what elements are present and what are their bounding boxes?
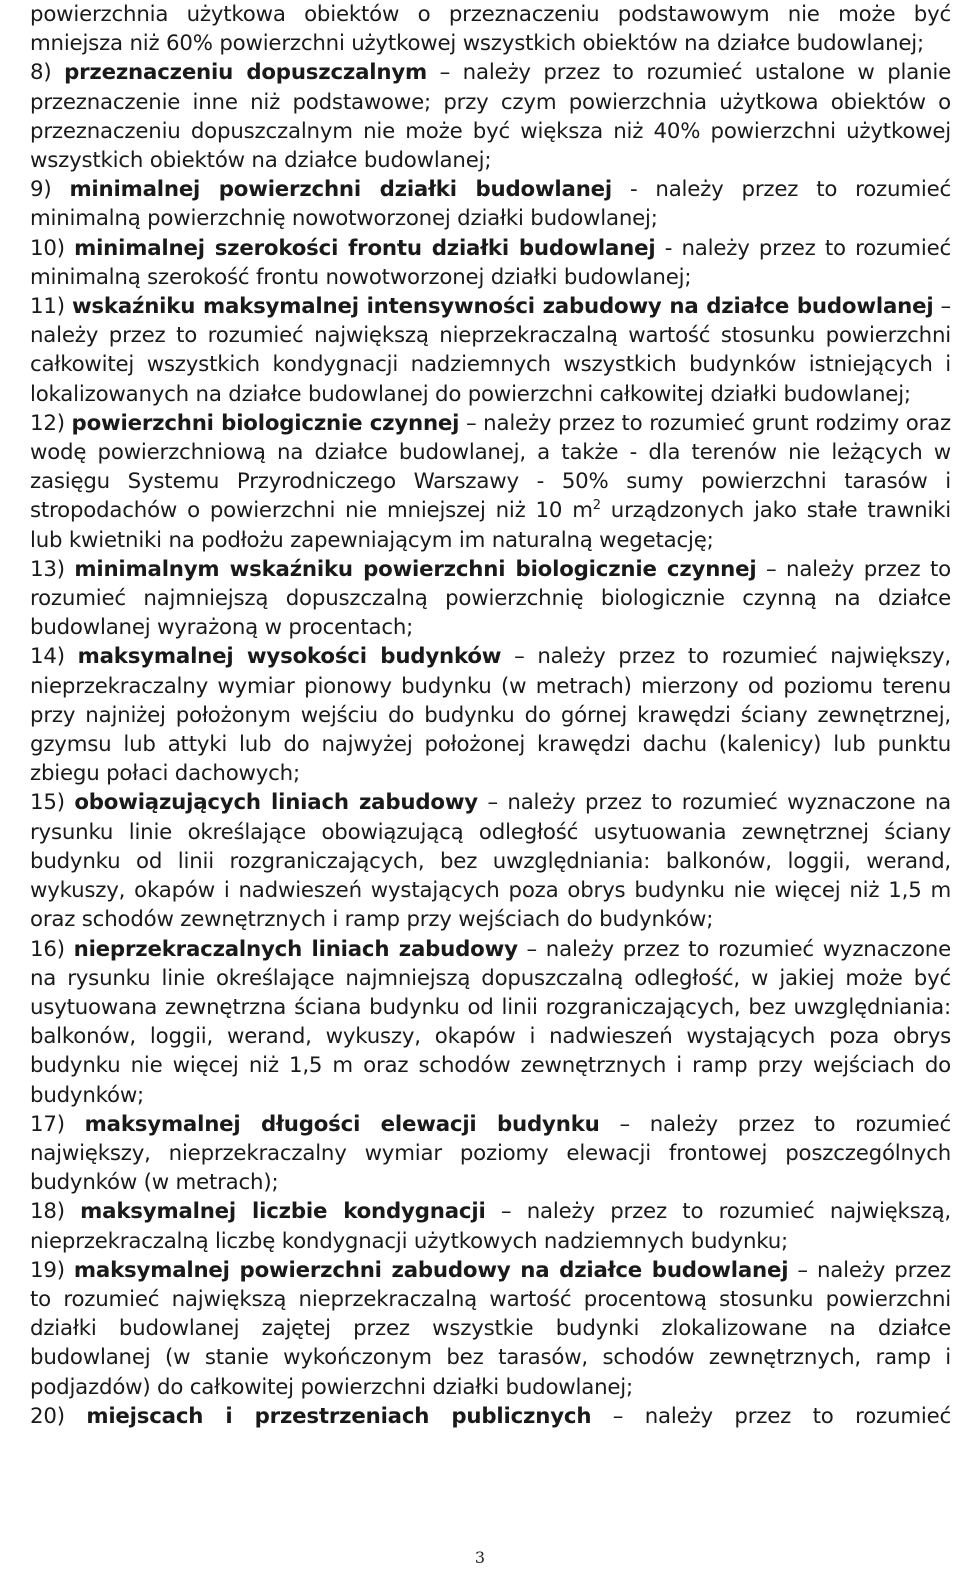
item-term: maksymalnej liczbie kondygnacji [80, 1199, 486, 1225]
superscript: 2 [592, 498, 601, 514]
item-definition-continued: urządzonych jako stałe trawniki lub kwietniki na podłożu zapewniającym im naturalną wegetację; [30, 498, 951, 553]
item-term: maksymalnej długości elewacji budynku [84, 1111, 600, 1137]
list-item [30, 234, 951, 292]
item-number: 19) [30, 1257, 65, 1283]
definitions-list [30, 0, 951, 1431]
list-item [30, 1402, 951, 1431]
item-term: miejscach i przestrzeniach publicznych [86, 1403, 592, 1429]
item-term: minimalnej powierzchni działki budowlanej [69, 177, 613, 203]
list-item [30, 292, 951, 409]
list-item [30, 1110, 951, 1198]
item-definition: – należy przez to rozumieć najmniejszą dopuszczalną powierzchnię biologicznie czynną na działce budowlanej wyrażoną w procentach; [30, 556, 951, 641]
item-number: 8) [30, 60, 52, 86]
item-number: 14) [30, 644, 65, 670]
item-term: wskaźniku maksymalnej intensywności zabudowy na działce budowlanej [71, 294, 934, 320]
item-number: 13) [30, 556, 65, 582]
item-number: 20) [30, 1403, 65, 1429]
item-term: maksymalnej wysokości budynków [77, 644, 502, 670]
item-term: minimalnej szerokości frontu działki budowlanej [74, 235, 656, 261]
list-item [30, 175, 951, 233]
list-item [30, 788, 951, 934]
list-item [30, 1197, 951, 1255]
item-term: minimalnym wskaźniku powierzchni biologicznie czynnej [74, 556, 757, 582]
list-item [30, 555, 951, 643]
item-number: 18) [30, 1199, 65, 1225]
item-definition: – należy przez to rozumieć wyznaczone na rysunku linie określające obowiązującą odległość usytuowania zewnętrznej ściany budynku od linii rozgraniczających, bez uwzględniania: balkonów, loggii, werand, wykuszy, okapów i nadwieszeń wystających poza obrys budynku nie więcej niż 1,5 m oraz schodów zewnętrznych i ramp przy wejściach do budynków; [30, 790, 951, 933]
page-number: 3 [474, 1548, 486, 1567]
item-definition: – należy przez to rozumieć największy, nieprzekraczalny wymiar pionowy budynku (w metrach) mierzony od poziomu terenu przy najniżej położonym wejściu do budynku do górnej krawędzi ściany zewnętrznej, gzymsu lub attyki lub do najwyżej położonej krawędzi dachu (kalenicy) lub punktu zbiegu połaci dachowych; [30, 644, 951, 787]
item-definition: – należy przez to rozumieć grunt rodzimy oraz wodę powierzchniową na działce budowlanej, a także - dla terenów nie leżących w zasięgu Systemu Przyrodniczego Warszawy - 50% sumy powierzchni tarasów i stropodachów o powierzchni nie mniejszej niż 10 m [30, 410, 951, 524]
item-definition: – należy przez to rozumieć wyznaczone na rysunku linie określające najmniejszą dopuszczalną odległość, w jakiej może być usytuowana zewnętrzna ściana budynku od linii rozgraniczających, bez uwzględniania: balkonów, loggii, werand, wykuszy, okapów i nadwieszeń wystających poza obrys budynku nie więcej niż 1,5 m oraz schodów zewnętrznych i ramp przy wejściach do budynków; [30, 936, 951, 1108]
item-number: 9) [30, 177, 52, 203]
item-definition: – należy przez to rozumieć [591, 1403, 951, 1429]
list-item [30, 642, 951, 788]
item-definition: – należy przez to rozumieć ustalone w planie przeznaczenie inne niż podstawowe; przy czym powierzchnia użytkowa obiektów o przeznaczeniu dopuszczalnym nie może być większa niż 40% powierzchni użytkowej wszystkich obiektów na działce budowlanej; [30, 60, 951, 174]
item-number: 12) [30, 410, 65, 436]
intro-fragment: powierzchnia użytkowa obiektów o przeznaczeniu podstawowym nie może być mniejsza niż 60% powierzchni użytkowej wszystkich obiektów na działce budowlanej; [30, 2, 951, 57]
item-definition: - należy przez to rozumieć minimalną szerokość frontu nowotworzonej działki budowlanej; [30, 235, 951, 290]
item-term: maksymalnej powierzchni zabudowy na działce budowlanej [73, 1257, 789, 1283]
item-term: nieprzekraczalnych liniach zabudowy [73, 936, 518, 962]
item-definition: – należy przez to rozumieć największą nieprzekraczalną wartość stosunku powierzchni całkowitej wszystkich kondygnacji nadziemnych wszystkich budynków istniejących i lokalizowanych na działce budowlanej do powierzchni całkowitej działki budowlanej; [30, 294, 951, 407]
list-item [30, 58, 951, 175]
item-number: 11) [30, 294, 65, 320]
item-definition: – należy przez to rozumieć największą, nieprzekraczalną liczbę kondygnacji użytkowych nadziemnych budynku; [30, 1199, 951, 1254]
item-term: obowiązujących liniach zabudowy [74, 790, 478, 816]
item-number: 15) [30, 790, 65, 816]
item-number: 16) [30, 936, 65, 962]
list-item [30, 935, 951, 1110]
item-number: 17) [30, 1111, 65, 1137]
item-definition: - należy przez to rozumieć minimalną powierzchnię nowotworzonej działki budowlanej; [30, 177, 952, 232]
item-term: przeznaczeniu dopuszczalnym [64, 60, 428, 86]
list-item [30, 1256, 951, 1402]
list-item [30, 409, 951, 555]
item-number: 10) [30, 235, 65, 261]
item-term: powierzchni biologicznie czynnej [71, 410, 460, 436]
item-definition: – należy przez to rozumieć największy, nieprzekraczalny wymiar poziomy elewacji frontowej poszczególnych budynków (w metrach); [30, 1111, 951, 1196]
item-definition: – należy przez to rozumieć największą nieprzekraczalną wartość procentową stosunku powierzchni działki budowlanej zajętej przez wszystkie budynki zlokalizowane na działce budowlanej (w stanie wykończonym bez tarasów, schodów zewnętrznych, ramp i podjazdów) do całkowitej powierzchni działki budowlanej; [30, 1257, 951, 1400]
